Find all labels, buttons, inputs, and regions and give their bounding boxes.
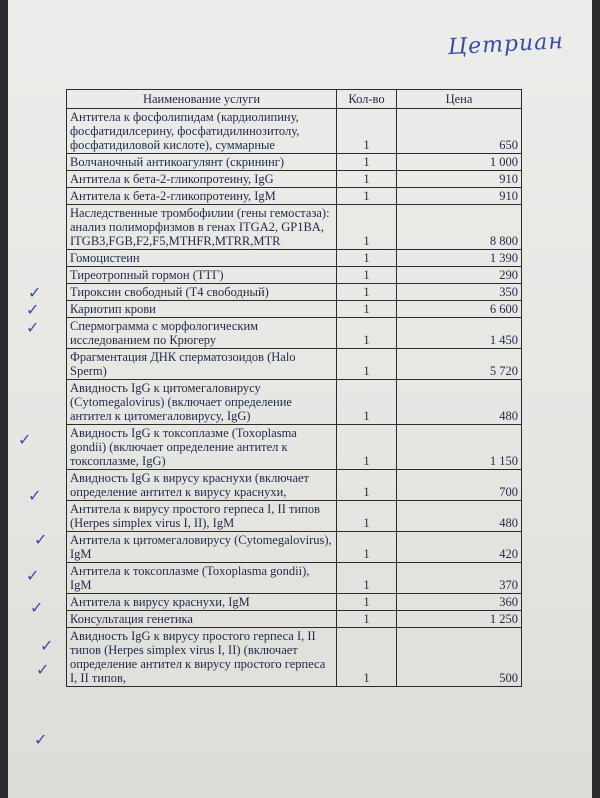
- quantity-cell: 1: [337, 301, 397, 318]
- price-cell: 8 800: [397, 205, 522, 250]
- table-row: [67, 501, 522, 532]
- quantity-cell: 1: [337, 284, 397, 301]
- quantity-cell: 1: [337, 532, 397, 563]
- paper-sheet: [8, 0, 592, 798]
- header-price: Цена: [397, 90, 522, 109]
- table-row: [67, 611, 522, 628]
- tick-mark-icon: ✓: [28, 283, 42, 302]
- quantity-cell: 1: [337, 611, 397, 628]
- service-name-cell: Авидность IgG к вирусу простого герпеса I, II типов (Herpes simplex virus I, II) (включает определение антител к вирусу простого герпеса I, II типов,: [67, 628, 337, 687]
- service-name-cell: Авидность IgG к вирусу краснухи (включает определение антител к вирусу краснухи,: [67, 470, 337, 501]
- price-cell: 290: [397, 267, 522, 284]
- table-row: [67, 349, 522, 380]
- header-service-name: Наименование услуги: [67, 90, 337, 109]
- quantity-cell: 1: [337, 594, 397, 611]
- quantity-cell: 1: [337, 628, 397, 687]
- tick-mark-icon: ✓: [34, 530, 48, 549]
- service-name-cell: Гомоцистеин: [67, 250, 337, 267]
- tick-mark-icon: ✓: [30, 598, 44, 617]
- quantity-cell: 1: [337, 188, 397, 205]
- price-cell: 480: [397, 380, 522, 425]
- quantity-cell: 1: [337, 501, 397, 532]
- price-cell: 700: [397, 470, 522, 501]
- table-row: [67, 563, 522, 594]
- quantity-cell: 1: [337, 205, 397, 250]
- table-row: [67, 109, 522, 154]
- price-cell: 480: [397, 501, 522, 532]
- services-table: [66, 89, 522, 687]
- quantity-cell: 1: [337, 380, 397, 425]
- service-name-cell: Спермограмма с морфологическим исследованием по Крюгеру: [67, 318, 337, 349]
- service-name-cell: Тироксин свободный (Т4 свободный): [67, 284, 337, 301]
- tick-mark-icon: ✓: [36, 660, 50, 679]
- price-cell: 360: [397, 594, 522, 611]
- table-row: [67, 380, 522, 425]
- service-name-cell: Тиреотропный гормон (ТТГ): [67, 267, 337, 284]
- price-cell: 1 390: [397, 250, 522, 267]
- handwritten-note: Цетриан: [447, 29, 565, 61]
- price-cell: 1 150: [397, 425, 522, 470]
- table-row: [67, 250, 522, 267]
- price-cell: 5 720: [397, 349, 522, 380]
- price-cell: 6 600: [397, 301, 522, 318]
- service-name-cell: Антитела к бета-2-гликопротеину, IgM: [67, 188, 337, 205]
- price-cell: 650: [397, 109, 522, 154]
- tick-mark-icon: ✓: [18, 430, 32, 449]
- service-name-cell: Антитела к вирусу простого герпеса I, II типов (Herpes simplex virus I, II), IgM: [67, 501, 337, 532]
- quantity-cell: 1: [337, 470, 397, 501]
- quantity-cell: 1: [337, 109, 397, 154]
- service-name-cell: Волчаночный антикоагулянт (скрининг): [67, 154, 337, 171]
- service-name-cell: Авидность IgG к цитомегаловирусу (Cytomegalovirus) (включает определение антител к цитомегаловирусу, IgG): [67, 380, 337, 425]
- service-name-cell: Наследственные тромбофилии (гены гемостаза): анализ полиморфизмов в генах ITGA2, GP1BA, ITGB3,FGB,F2,F5,MTHFR,MTRR,MTR: [67, 205, 337, 250]
- tick-mark-icon: ✓: [26, 318, 40, 337]
- quantity-cell: 1: [337, 349, 397, 380]
- service-name-cell: Консультация генетика: [67, 611, 337, 628]
- price-cell: 500: [397, 628, 522, 687]
- table-row: [67, 470, 522, 501]
- table-row: [67, 171, 522, 188]
- quantity-cell: 1: [337, 318, 397, 349]
- header-row: [67, 90, 522, 109]
- quantity-cell: 1: [337, 250, 397, 267]
- quantity-cell: 1: [337, 425, 397, 470]
- price-cell: 1 000: [397, 154, 522, 171]
- quantity-cell: 1: [337, 171, 397, 188]
- table-row: [67, 284, 522, 301]
- tick-mark-icon: ✓: [28, 486, 42, 505]
- price-cell: 910: [397, 171, 522, 188]
- service-name-cell: Антитела к токсоплазме (Toxoplasma gondii), IgM: [67, 563, 337, 594]
- service-name-cell: Кариотип крови: [67, 301, 337, 318]
- table-body: [67, 109, 522, 687]
- service-name-cell: Антитела к фосфолипидам (кардиолипину, фосфатидилсерину, фосфатидилинозитолу, фосфатидиловой кислоте), суммарные: [67, 109, 337, 154]
- quantity-cell: 1: [337, 154, 397, 171]
- price-cell: 910: [397, 188, 522, 205]
- table-row: [67, 267, 522, 284]
- price-cell: 350: [397, 284, 522, 301]
- service-name-cell: Антитела к цитомегаловирусу (Cytomegalovirus), IgM: [67, 532, 337, 563]
- tick-mark-icon: ✓: [26, 300, 40, 319]
- table-row: [67, 205, 522, 250]
- table-row: [67, 188, 522, 205]
- quantity-cell: 1: [337, 267, 397, 284]
- table-row: [67, 425, 522, 470]
- price-cell: 370: [397, 563, 522, 594]
- table-row: [67, 594, 522, 611]
- tick-mark-icon: ✓: [40, 636, 54, 655]
- service-name-cell: Авидность IgG к токсоплазме (Toxoplasma gondii) (включает определение антител к токсоплазме, IgG): [67, 425, 337, 470]
- table-row: [67, 532, 522, 563]
- quantity-cell: 1: [337, 563, 397, 594]
- service-name-cell: Фрагментация ДНК сперматозоидов (Halo Sperm): [67, 349, 337, 380]
- table-row: [67, 301, 522, 318]
- price-cell: 420: [397, 532, 522, 563]
- service-name-cell: Антитела к вирусу краснухи, IgM: [67, 594, 337, 611]
- table-row: [67, 628, 522, 687]
- price-cell: 1 250: [397, 611, 522, 628]
- service-name-cell: Антитела к бета-2-гликопротеину, IgG: [67, 171, 337, 188]
- table-row: [67, 154, 522, 171]
- tick-mark-icon: ✓: [34, 730, 48, 749]
- header-quantity: Кол-во: [337, 90, 397, 109]
- tick-mark-icon: ✓: [26, 566, 40, 585]
- price-cell: 1 450: [397, 318, 522, 349]
- table-row: [67, 318, 522, 349]
